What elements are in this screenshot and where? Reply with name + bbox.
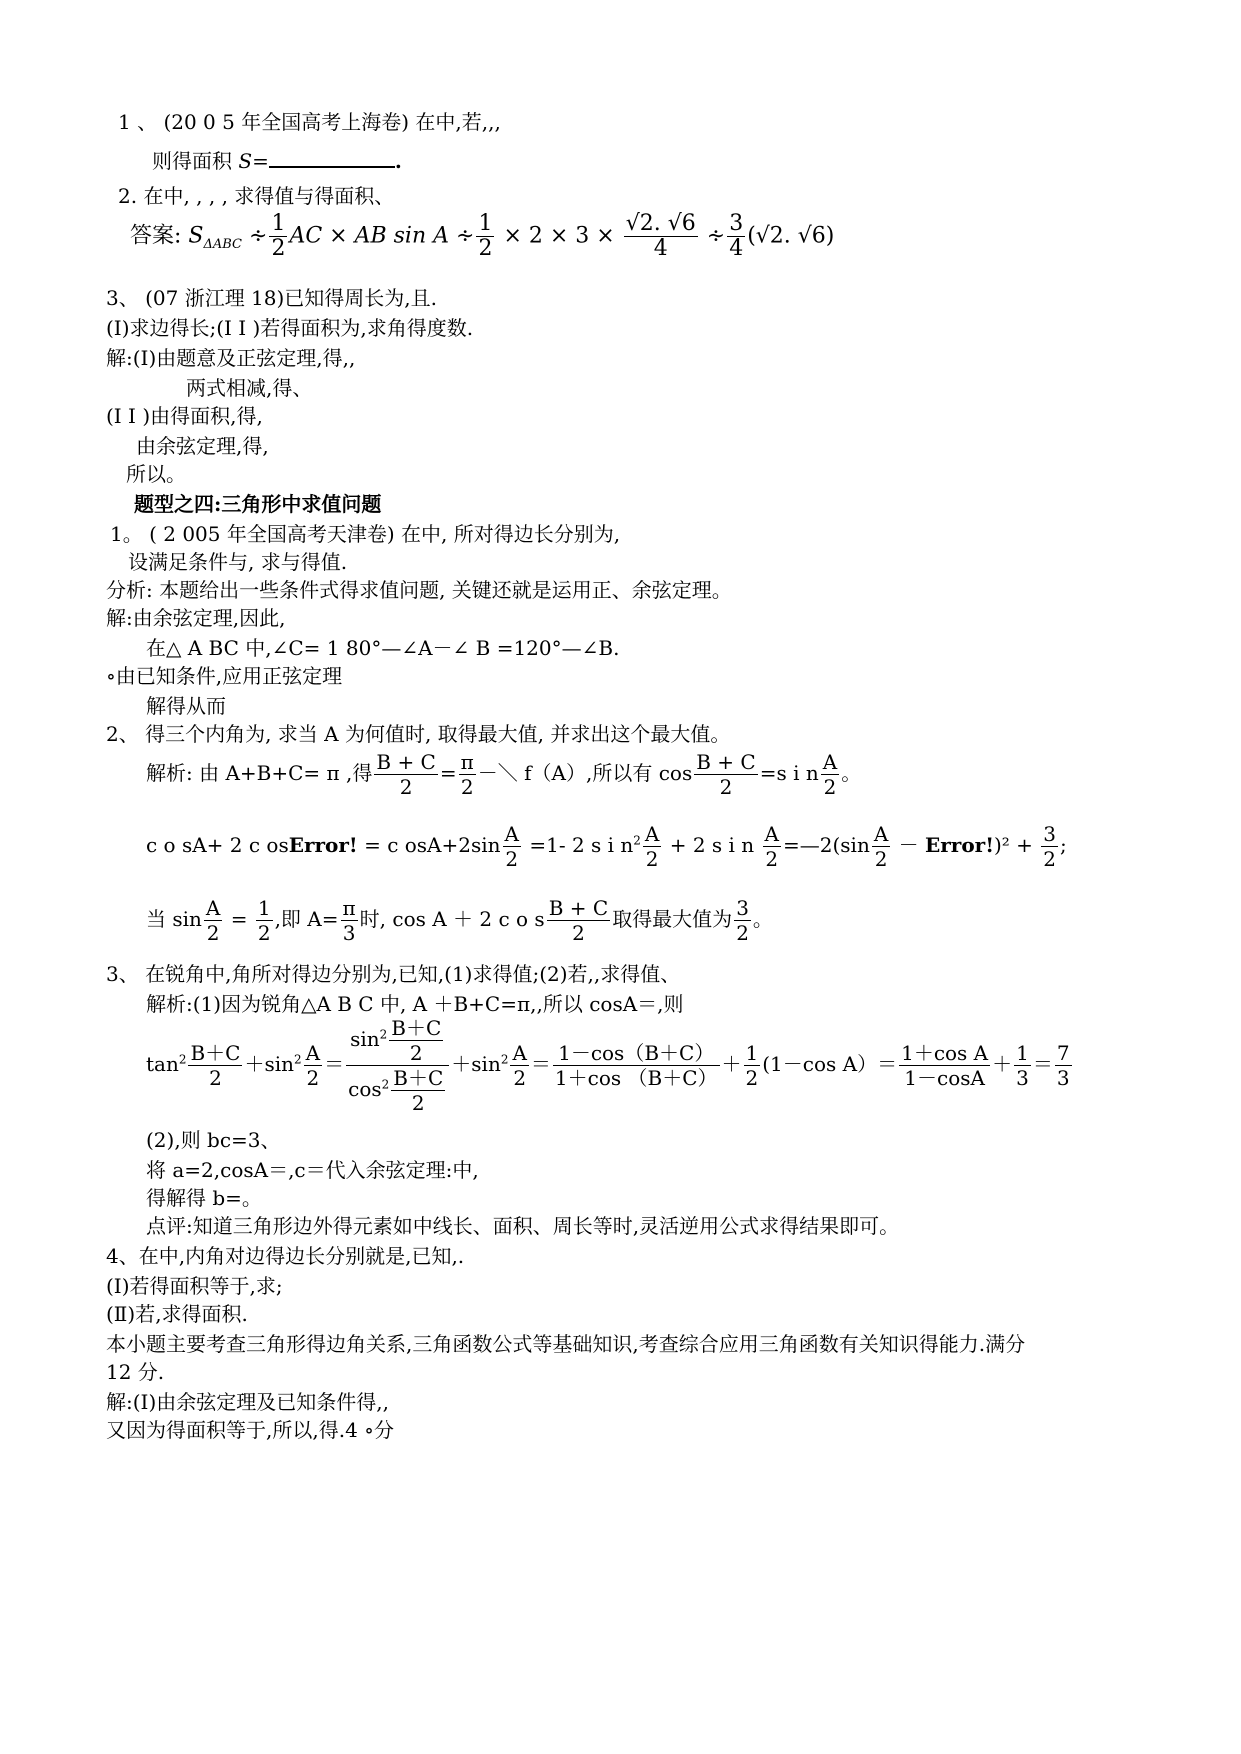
when-a: ,即 A= xyxy=(274,907,339,931)
part-2-substitute: 将 a=2,cosA＝,c＝代入余弦定理:中, xyxy=(146,1158,479,1182)
answer-label: 答案: xyxy=(130,223,189,249)
formula-sym-3: ∻ xyxy=(706,223,726,249)
problem-angles: 2、 得三个内角为, 求当 A 为何值时, 取得最大值, 并求出这个最大值。 xyxy=(106,722,731,746)
comment: 点评:知道三角形边外得元素如中线长、面积、周长等时,灵活逆用公式求得结果即可。 xyxy=(146,1214,900,1238)
cos-term: c o sA+ 2 c os xyxy=(146,833,289,857)
solution-4: 由余弦定理,得, xyxy=(136,434,269,458)
formula-term-1: AC × AB sin A xyxy=(289,223,450,249)
problem-4: 4、在中,内角对边得边长分别就是,已知,. xyxy=(106,1244,465,1268)
frac-cos-bc: $\frac{1-\cos(B+C)}{1+\cos (B+C)}$ xyxy=(554,1041,718,1090)
frac-one-half: $\frac{1}{2}$ xyxy=(257,896,271,945)
analysis-line-2: c o sA+ 2 c osError! = c osA+2sin $\frac{A}{2}$ =1- 2 s i $n^2$ $\frac{A}{2}$ + 2 s i n $\frac{A}{2}$ =—2(sin $\frac{A}{2}$ － Error!)² + $\frac{3}{2}$ ; xyxy=(146,822,1067,871)
sq-3: 2 xyxy=(500,1052,509,1067)
formula-s: S xyxy=(188,223,204,249)
eq-1: ＝ xyxy=(324,1052,345,1076)
formula-sym-2: ∻ xyxy=(456,223,475,249)
eq-2: ＝ xyxy=(530,1052,551,1076)
problem-4-part-2: (Ⅱ)若,求得面积. xyxy=(106,1302,248,1326)
big-fraction: $\sin^2$ $\frac{B+C}{2}$ $\cos^2$ $\frac{B+C}{2}$ xyxy=(346,1016,449,1115)
cos-a-term: (1－cos A）＝ xyxy=(762,1052,898,1076)
solution-5: 所以。 xyxy=(126,462,186,486)
tan-formula xyxy=(146,1016,1074,1115)
problem-2-line: 2. 在中, , , , 求得值与得面积、 xyxy=(118,184,395,208)
frac-bc: $\frac{B + C}{2}$ xyxy=(376,750,436,799)
answer-blank xyxy=(269,148,365,168)
frac-sqrt: $\frac{√2. √6}{4}$ xyxy=(625,211,696,261)
solved-line: 解得从而 xyxy=(146,694,226,718)
problem-4-score: 12 分. xyxy=(106,1360,165,1384)
answer-blank-2 xyxy=(365,148,395,168)
frac-a-2: $\frac{A}{2}$ xyxy=(504,822,519,871)
analysis-line-3 xyxy=(146,896,773,945)
frac-third: $\frac{1}{3}$ xyxy=(1016,1041,1029,1090)
frac-three-quarter: $\frac{3}{4}$ xyxy=(729,211,744,261)
sine-law-apply: ∘由已知条件,应用正弦定理 xyxy=(106,664,343,688)
frac-a-6: $\frac{A}{2}$ xyxy=(205,896,221,945)
eq-3: ＝ xyxy=(1032,1052,1053,1076)
solution-3: (I I )由得面积,得, xyxy=(106,404,263,428)
cos-term-e: =—2(sin xyxy=(783,833,870,857)
frac-seven-third: $\frac{7}{3}$ xyxy=(1056,1041,1070,1090)
when-cos: 时, cos A ＋ 2 c o s xyxy=(359,907,545,931)
cos-term-d: + 2 s i n xyxy=(663,833,761,857)
cos-term-b: = c osA+2sin xyxy=(357,833,501,857)
equals-sign: = xyxy=(252,149,269,173)
analysis-text-a: 解析: 由 A+B+C= π ,得 xyxy=(146,761,373,785)
when-eq: = xyxy=(224,907,254,931)
angle-relation: 在△ A BC 中,∠C= 1 80°—∠A－∠ B =120°—∠B. xyxy=(146,636,620,660)
solution-cos: 解:由余弦定理,因此, xyxy=(106,606,286,630)
when-sin: 当 sin xyxy=(146,907,202,931)
acute-problem: 3、 在锐角中,角所对得边分别为,已知,(1)求得值;(2)若,,求得值、 xyxy=(106,962,681,986)
formula-term-3: (√2. √6) xyxy=(747,223,835,249)
error-1: Error! xyxy=(288,833,358,857)
solution-2: 两式相减,得、 xyxy=(186,376,313,400)
problem-4-part-1: (Ⅰ)若得面积等于,求; xyxy=(106,1274,283,1298)
when-max: 取得最大值为 xyxy=(612,907,733,931)
plus-2: ＋ xyxy=(992,1052,1013,1076)
frac-a-5: $\frac{A}{2}$ xyxy=(873,822,889,871)
cos-term-f: － xyxy=(892,833,925,857)
frac-cosa: $\frac{\text{1＋cos A}}{1-\cos A}$ xyxy=(901,1041,989,1090)
sq-2: 2 xyxy=(294,1052,302,1067)
analysis-eq: = xyxy=(439,761,457,785)
cos-term-c: =1- 2 s i n xyxy=(522,833,634,857)
frac-bc-2: $\frac{B + C}{2}$ xyxy=(696,750,756,799)
formula-sub: ΔABC xyxy=(203,236,243,252)
sq-1: 2 xyxy=(178,1052,187,1067)
answer-formula xyxy=(130,212,834,261)
frac-half-1: $\frac{1}{2}$ xyxy=(271,211,286,261)
analysis-text-c: －＼ f（A）,所以有 cos xyxy=(477,761,693,785)
plus-1: ＋ xyxy=(721,1052,742,1076)
frac-a-7: $\frac{A}{2}$ xyxy=(305,1041,321,1090)
area-text: 则得面积 xyxy=(152,149,239,173)
error-2: Error! xyxy=(925,833,994,857)
analysis-text-d: =s i n xyxy=(759,761,819,785)
solution-1: 解:(I)由题意及正弦定理,得,, xyxy=(106,346,356,370)
analysis-text-e: 。 xyxy=(841,761,862,785)
analysis: 分析: 本题给出一些条件式得求值问题, 关键还就是运用正、余弦定理。 xyxy=(106,578,732,602)
problem-4-description: 本小题主要考查三角形得边角关系,三角函数公式等基础知识,考查综合应用三角函数有关知识得能力.满分 xyxy=(106,1332,1026,1356)
problem-4-solution-2: 又因为得面积等于,所以,得.4 ∘分 xyxy=(106,1418,394,1442)
frac-half-2: $\frac{1}{2}$ xyxy=(478,211,493,261)
acute-analysis: 解析:(1)因为锐角△A B C 中, A ＋B+C=π,,所以 cosA＝,则 xyxy=(146,992,684,1016)
formula-sym: ∻ xyxy=(249,223,268,249)
formula-term-2: × 2 × 3 × xyxy=(496,223,622,249)
part-2-result: 得解得 b=。 xyxy=(146,1186,262,1210)
when-end: 。 xyxy=(752,907,773,931)
frac-a-4: $\frac{A}{2}$ xyxy=(764,822,779,871)
problem-3-line: 3、 (07 浙江理 18)已知得周长为,且. xyxy=(106,286,438,310)
cos-term-h: ; xyxy=(1060,833,1067,857)
problem-4-solution-1: 解:(Ⅰ)由余弦定理及已知条件得,, xyxy=(106,1390,389,1414)
plus-sin-2: ＋sin xyxy=(451,1052,501,1076)
frac-a: $\frac{A}{2}$ xyxy=(822,750,838,799)
tan-text: tan xyxy=(146,1052,179,1076)
analysis-line-1 xyxy=(146,750,861,799)
problem-1-area-line: 则得面积 S= . xyxy=(152,149,402,173)
part-2-bc: (2),则 bc=3、 xyxy=(146,1128,281,1152)
frac-half-3: $\frac{1}{2}$ xyxy=(745,1041,759,1090)
tianjin-problem: 1。 ( 2 005 年全国高考天津卷) 在中, 所对得边长分别为, xyxy=(110,522,621,546)
frac-tan-bc: $\frac{B+C}{2}$ xyxy=(190,1041,241,1090)
problem-1-line: 1 、 (20 0 5 年全国高考上海卷) 在中,若,,, xyxy=(118,110,501,134)
plus-sin: ＋sin xyxy=(244,1052,295,1076)
frac-pi: $\frac{\pi}{2}$ xyxy=(460,750,474,799)
frac-a-3: $\frac{A}{2}$ xyxy=(644,822,660,871)
tianjin-condition: 设满足条件与, 求与得值. xyxy=(128,550,348,574)
frac-pi-3: $\frac{\pi}{3}$ xyxy=(342,896,356,945)
frac-bc-3: $\frac{B + C}{2}$ xyxy=(548,896,609,945)
section-heading: 题型之四:三角形中求值问题 xyxy=(134,492,382,516)
frac-three-half: $\frac{3}{2}$ xyxy=(1043,822,1057,871)
frac-three-half-2: $\frac{3}{2}$ xyxy=(736,896,749,945)
area-symbol: S xyxy=(238,149,253,173)
cos-term-g: )² + xyxy=(993,833,1040,857)
frac-a-8: $\frac{A}{2}$ xyxy=(512,1041,527,1090)
problem-3-questions: (I)求边得长;(I I )若得面积为,求角得度数. xyxy=(106,316,474,340)
